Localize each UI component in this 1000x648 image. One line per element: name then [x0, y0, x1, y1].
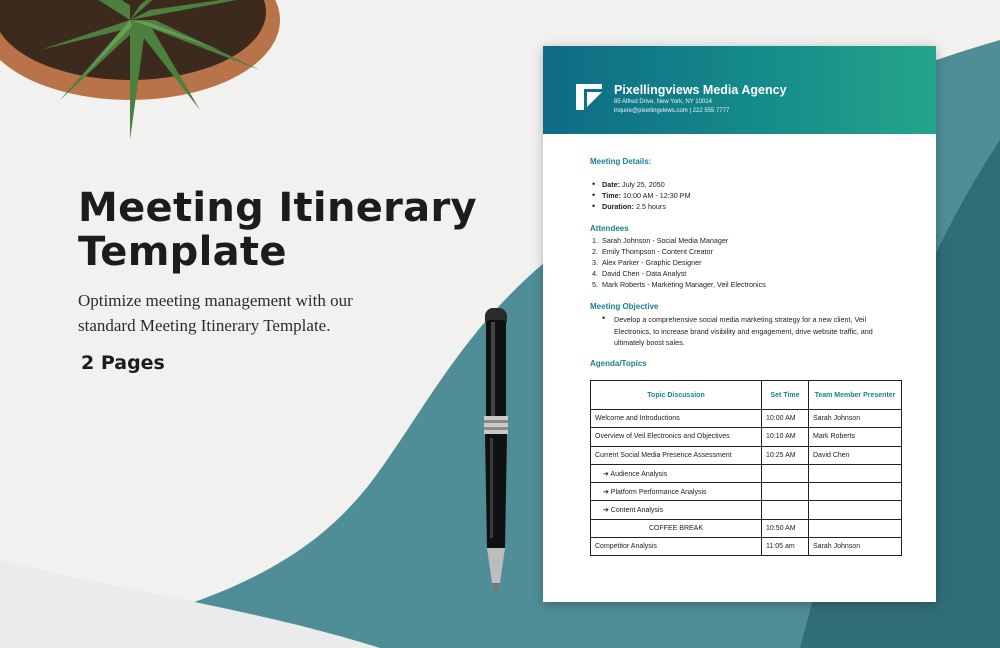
cell-time	[762, 483, 809, 501]
attendee-text: Emily Thompson - Content Creator	[602, 247, 713, 256]
detail-label: Time:	[602, 191, 622, 200]
detail-value: July 25, 2050	[619, 180, 665, 189]
agenda-header-row	[591, 381, 902, 410]
cell-topic: Overview of Veil Electronics and Objectives	[591, 428, 762, 446]
table-row	[591, 519, 902, 537]
promo-title-line1: Meeting Itinerary	[78, 185, 477, 231]
cell-presenter	[809, 464, 902, 482]
promo-subtitle: Optimize meeting management with our standard Meeting Itinerary Template.	[78, 291, 353, 335]
attendee-number: 3.	[592, 258, 598, 267]
document-header	[543, 46, 936, 134]
table-row	[591, 428, 902, 446]
cell-time: 10:10 AM	[762, 428, 809, 446]
attendee-number: 1.	[592, 236, 598, 245]
cell-topic: Current Social Media Presence Assessment	[591, 446, 762, 464]
objective-text: Develop a comprehensive social media marketing strategy for a new client, Veil Electronics, to increase brand visibility and engagement, drive website traffic, and ultimately boost sales.	[614, 315, 873, 347]
plant-icon	[0, 0, 360, 150]
document-preview	[543, 46, 936, 602]
cell-presenter: Mark Roberts	[809, 428, 902, 446]
attendee-number: 2.	[592, 247, 598, 256]
table-row	[591, 410, 902, 428]
cell-topic: ➔ Audience Analysis	[591, 464, 762, 482]
attendee-item	[592, 269, 687, 278]
objective-heading: Meeting Objective	[590, 302, 659, 311]
table-row	[591, 501, 902, 519]
cell-topic: Welcome and Introductions	[591, 410, 762, 428]
attendee-item	[592, 236, 729, 245]
agency-logo-icon	[576, 84, 602, 110]
agency-name: Pixellingviews Media Agency	[614, 83, 787, 97]
cell-presenter: Sarah Johnson	[809, 410, 902, 428]
cell-time: 10:50 AM	[762, 519, 809, 537]
agenda-heading: Agenda/Topics	[590, 359, 647, 368]
attendee-number: 5.	[592, 280, 598, 289]
table-row	[591, 538, 902, 556]
table-row	[591, 446, 902, 464]
table-row	[591, 483, 902, 501]
meeting-details-heading: Meeting Details:	[590, 157, 652, 166]
column-header: Team Member Presenter	[809, 381, 902, 410]
detail-date	[602, 180, 665, 189]
detail-label: Duration:	[602, 202, 634, 211]
agenda-table	[590, 380, 902, 556]
attendee-item	[592, 247, 713, 256]
detail-time	[602, 191, 691, 200]
cell-presenter: Sarah Johnson	[809, 538, 902, 556]
cell-topic: ➔ Platform Performance Analysis	[591, 483, 762, 501]
detail-value: 10:00 AM - 12:30 PM	[621, 191, 691, 200]
cell-time: 11:05 am	[762, 538, 809, 556]
promo-text-block	[78, 186, 508, 374]
attendee-text: Mark Roberts - Marketing Manager, Veil Electronics	[602, 280, 766, 289]
objective-bullet: •	[602, 313, 606, 323]
cell-time: 10:25 AM	[762, 446, 809, 464]
table-row	[591, 464, 902, 482]
cell-topic: ➔ Content Analysis	[591, 501, 762, 519]
cell-time: 10:00 AM	[762, 410, 809, 428]
detail-duration	[602, 202, 666, 211]
promo-title-line2: Template	[78, 229, 287, 275]
attendee-text: David Chen - Data Analyst	[602, 269, 687, 278]
column-header: Set Time	[762, 381, 809, 410]
cell-presenter	[809, 483, 902, 501]
cell-time	[762, 464, 809, 482]
agency-contact: inquire@pixellingviews.com | 222 555 7777	[614, 108, 730, 114]
column-header: Topic Discussion	[591, 381, 762, 410]
cell-topic: Competitor Analysis	[591, 538, 762, 556]
attendee-item	[592, 258, 702, 267]
promo-pages-count: 2 Pages	[81, 352, 165, 374]
cell-topic: COFFEE BREAK	[591, 519, 762, 537]
promo-title	[78, 186, 508, 274]
attendees-heading: Attendees	[590, 224, 629, 233]
attendee-text: Alex Parker - Graphic Designer	[602, 258, 702, 267]
agency-address: 85 Alfred Drive, New York, NY 10014	[614, 99, 712, 105]
attendee-text: Sarah Johnson - Social Media Manager	[602, 236, 729, 245]
detail-label: Date:	[602, 180, 620, 189]
attendee-item	[592, 280, 766, 289]
cell-time	[762, 501, 809, 519]
detail-value: 2.5 hours	[633, 202, 666, 211]
cell-presenter: David Chen	[809, 446, 902, 464]
attendee-number: 4.	[592, 269, 598, 278]
cell-presenter	[809, 501, 902, 519]
cell-presenter	[809, 519, 902, 537]
